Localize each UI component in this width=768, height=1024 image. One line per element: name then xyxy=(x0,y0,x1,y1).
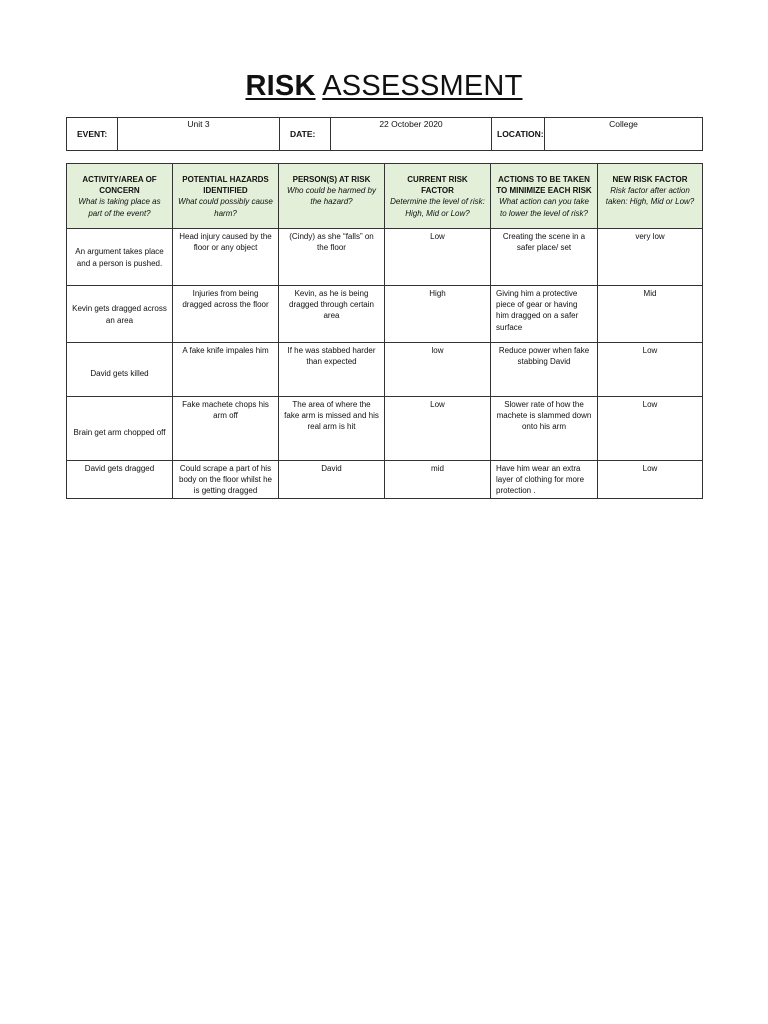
hazard-cell[interactable]: Could scrape a part of his body on the floor whilst he is getting dragged xyxy=(173,461,279,499)
new-risk-cell[interactable]: very low xyxy=(598,229,703,286)
page-title xyxy=(0,66,768,106)
column-hint: Determine the level of risk: High, Mid or Low? xyxy=(390,197,485,218)
column-header-persons xyxy=(279,164,385,229)
column-heading: POTENTIAL HAZARDS IDENTIFIED xyxy=(182,175,269,196)
current-risk-cell[interactable]: High xyxy=(385,286,491,343)
header-row xyxy=(67,164,703,229)
table-row xyxy=(67,229,703,286)
persons-cell[interactable]: If he was stabbed harder than expected xyxy=(279,343,385,397)
column-heading: PERSON(S) AT RISK xyxy=(292,175,371,184)
table-row xyxy=(67,461,703,499)
persons-cell[interactable]: David xyxy=(279,461,385,499)
persons-cell[interactable]: Kevin, as he is being dragged through certain area xyxy=(279,286,385,343)
title-risk: RISK xyxy=(245,70,316,102)
title-assessment: ASSESSMENT xyxy=(322,70,523,102)
activity-cell[interactable]: David gets dragged xyxy=(67,461,173,499)
table-row xyxy=(67,286,703,343)
actions-cell[interactable]: Reduce power when fake stabbing David xyxy=(491,343,598,397)
hazard-cell[interactable]: Head injury caused by the floor or any object xyxy=(173,229,279,286)
column-heading: CURRENT RISK FACTOR xyxy=(407,175,468,196)
location-value[interactable]: College xyxy=(545,118,703,151)
new-risk-cell[interactable]: Mid xyxy=(598,286,703,343)
event-info-row xyxy=(67,118,703,151)
column-hint: Who could be harmed by the hazard? xyxy=(287,186,376,207)
activity-cell[interactable]: Kevin gets dragged across an area xyxy=(67,286,173,343)
new-risk-cell[interactable]: Low xyxy=(598,343,703,397)
column-hint: What action can you take to lower the level of risk? xyxy=(499,197,589,218)
column-header-new-risk xyxy=(598,164,703,229)
actions-cell[interactable]: Giving him a protective piece of gear or having him dragged on a safer surface xyxy=(491,286,598,343)
new-risk-cell[interactable]: Low xyxy=(598,397,703,461)
table-row xyxy=(67,397,703,461)
column-heading: NEW RISK FACTOR xyxy=(612,175,688,184)
actions-cell[interactable]: Slower rate of how the machete is slammed down onto his arm xyxy=(491,397,598,461)
current-risk-cell[interactable]: Low xyxy=(385,397,491,461)
column-header-current-risk xyxy=(385,164,491,229)
persons-cell[interactable]: (Cindy) as she “falls” on the floor xyxy=(279,229,385,286)
date-value[interactable]: 22 October 2020 xyxy=(331,118,492,151)
event-label: EVENT: xyxy=(67,118,118,151)
activity-cell[interactable]: An argument takes place and a person is pushed. xyxy=(67,229,173,286)
hazard-cell[interactable]: A fake knife impales him xyxy=(173,343,279,397)
current-risk-cell[interactable]: mid xyxy=(385,461,491,499)
activity-cell[interactable]: Brain get arm chopped off xyxy=(67,397,173,461)
column-hint: Risk factor after action taken: High, Mid or Low? xyxy=(605,186,695,207)
activity-cell[interactable]: David gets killed xyxy=(67,343,173,397)
current-risk-cell[interactable]: low xyxy=(385,343,491,397)
persons-cell[interactable]: The area of where the fake arm is missed and his real arm is hit xyxy=(279,397,385,461)
event-info-table xyxy=(66,117,703,151)
hazard-cell[interactable]: Injuries from being dragged across the floor xyxy=(173,286,279,343)
column-heading: ACTIONS TO BE TAKEN TO MINIMIZE EACH RISK xyxy=(496,175,592,196)
current-risk-cell[interactable]: Low xyxy=(385,229,491,286)
column-header-actions xyxy=(491,164,598,229)
column-heading: ACTIVITY/AREA OF CONCERN xyxy=(82,175,157,196)
column-hint: What is taking place as part of the event? xyxy=(78,197,161,218)
column-header-activity xyxy=(67,164,173,229)
column-header-hazards xyxy=(173,164,279,229)
location-label: LOCATION: xyxy=(492,118,545,151)
hazard-cell[interactable]: Fake machete chops his arm off xyxy=(173,397,279,461)
actions-cell[interactable]: Have him wear an extra layer of clothing for more protection . xyxy=(491,461,598,499)
table-row xyxy=(67,343,703,397)
risk-assessment-table xyxy=(66,163,703,499)
actions-cell[interactable]: Creating the scene in a safer place/ set xyxy=(491,229,598,286)
column-hint: What could possibly cause harm? xyxy=(178,197,273,218)
event-value[interactable]: Unit 3 xyxy=(118,118,280,151)
date-label: DATE: xyxy=(280,118,331,151)
new-risk-cell[interactable]: Low xyxy=(598,461,703,499)
